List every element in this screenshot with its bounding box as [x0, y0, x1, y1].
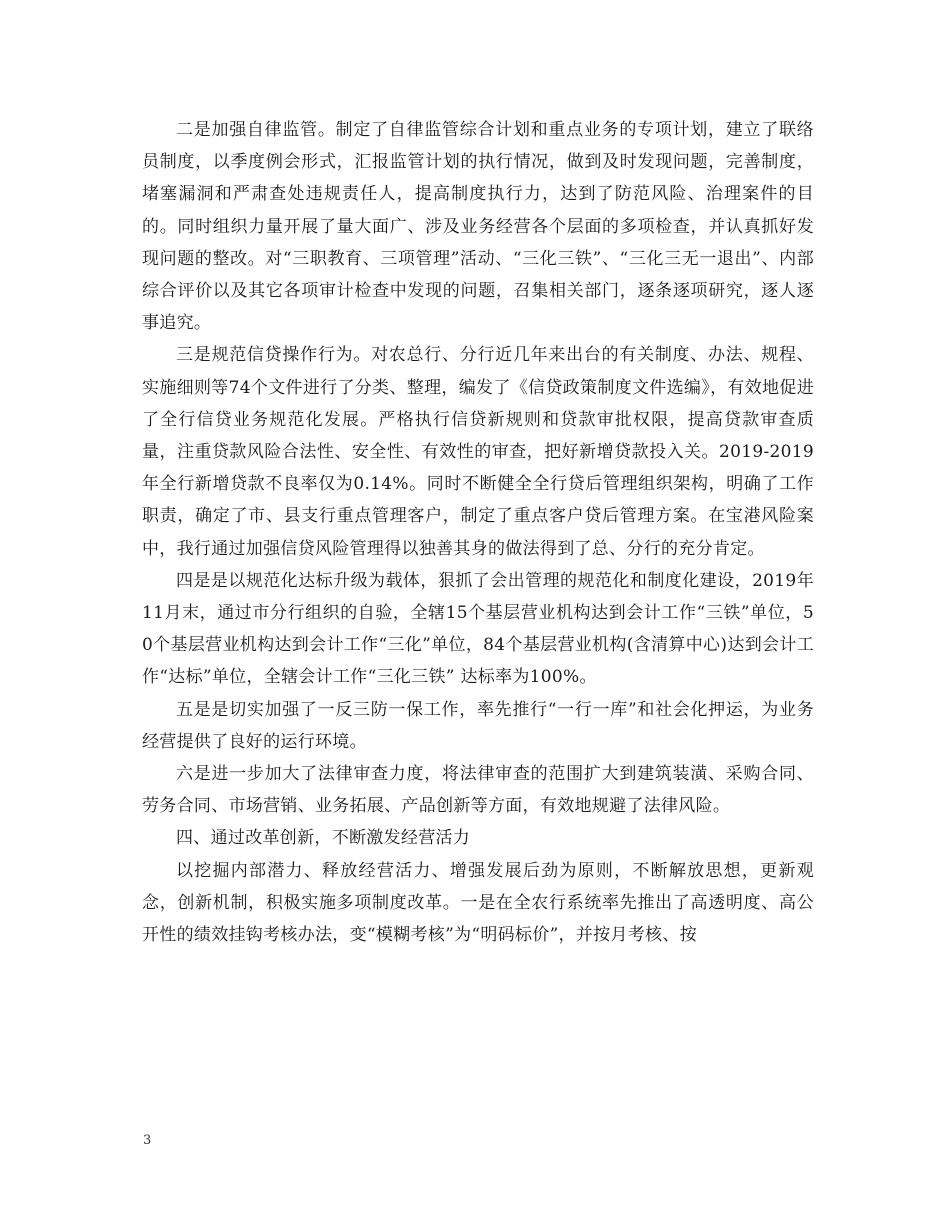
paragraph-accounting-standards: 四是是以规范化达标升级为载体，狠抓了会出管理的规范化和制度化建设，2019年11月末，通过市分行组织的自验，全辖15个基层营业机构达到会计工作“三铁”单位，50个基层营业机构达到会计工作“三化”单位，84个基层营业机构(含清算中心)达到会计工作“达标”单位，全辖会计工作“三化三铁” 达标率为100%。: [142, 570, 814, 688]
paragraph-security-work: 五是是切实加强了一反三防一保工作，率先推行“一行一库”和社会化押运，为业务经营提供了良好的运行环境。: [142, 699, 814, 752]
document-body: [142, 114, 814, 951]
paragraph-reform-innovation: 以挖掘内部潜力、释放经营活力、增强发展后劲为原则，不断解放思想，更新观念，创新机制，积极实施多项制度改革。一是在全农行系统率先推出了高透明度、高公开性的绩效挂钩考核办法，变“模糊考核”为“明码标价”，并按月考核、按: [142, 860, 814, 946]
paragraph-self-regulation: 二是加强自律监管。制定了自律监管综合计划和重点业务的专项计划，建立了联络员制度，以季度例会形式，汇报监管计划的执行情况，做到及时发现问题，完善制度，堵塞漏洞和严肃查处违规责任人，提高制度执行力，达到了防范风险、治理案件的目的。同时组织力量开展了量大面广、涉及业务经营各个层面的多项检查，并认真抓好发现问题的整改。对“三职教育、三项管理”活动、“三化三铁”、“三化三无一退出”、内部综合评价以及其它各项审计检查中发现的问题，召集相关部门，逐条逐项研究，逐人逐事追究。: [142, 120, 814, 334]
paragraph-legal-review: 六是进一步加大了法律审查力度，将法律审查的范围扩大到建筑装潢、采购合同、劳务合同、市场营销、业务拓展、产品创新等方面，有效地规避了法律风险。: [142, 764, 814, 817]
page-number: 3: [143, 1133, 152, 1148]
section-heading-reform: 四、通过改革创新，不断激发经营活力: [176, 828, 471, 849]
paragraph-credit-operations: 三是规范信贷操作行为。对农总行、分行近几年来出台的有关制度、办法、规程、实施细则等74个文件进行了分类、整理，编发了《信贷政策制度文件选编》，有效地促进了全行信贷业务规范化发展。严格执行信贷新规则和贷款审批权限，提高贷款审查质量，注重贷款风险合法性、安全性、有效性的审查，把好新增贷款投入关。2019-2019年全行新增贷款不良率仅为0.14%。同时不断健全全行贷后管理组织架构，明确了工作职责，确定了市、县支行重点管理客户，制定了重点客户贷后管理方案。在宝港风险案中，我行通过加强信贷风险管理得以独善其身的做法得到了总、分行的充分肯定。: [142, 345, 814, 559]
